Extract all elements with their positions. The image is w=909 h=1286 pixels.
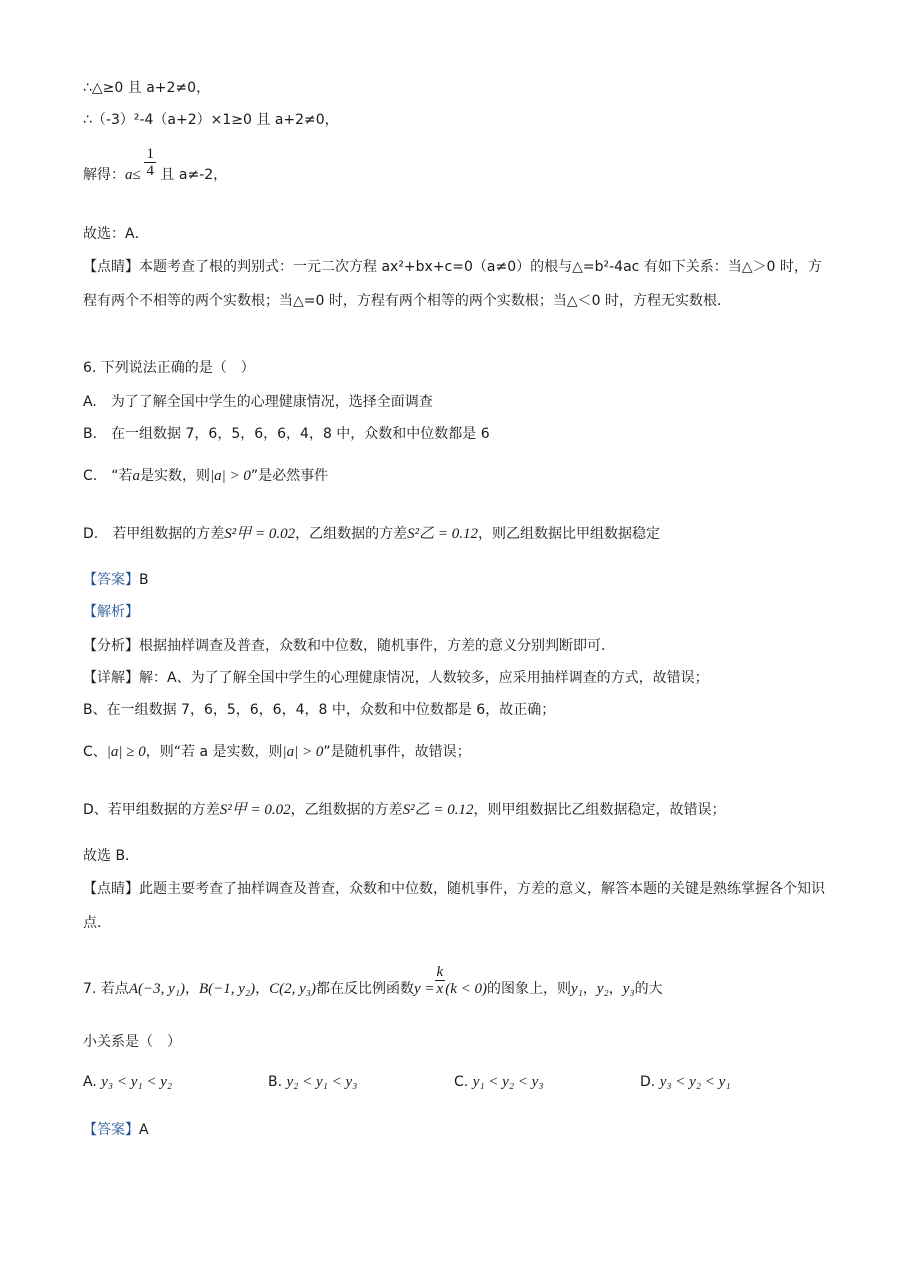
question-7-option-c <box>454 1072 544 1092</box>
xiangjie-paragraph: 【详解】解：A、为了了解全国中学生的心理健康情况，人数较多，应采用抽样调查的方式，故错误； <box>83 670 709 686</box>
opt-b-math: y₂ < y₁ < y₃ <box>286 1074 358 1090</box>
opt-c-label: C. <box>454 1074 469 1090</box>
answer-7-value: A <box>139 1122 149 1138</box>
q7-text-1: 7. 若点 <box>83 980 129 997</box>
option-c-text-2: 是实数，则 <box>139 468 210 484</box>
answer-6 <box>83 570 149 590</box>
xj-d-math-1: S²甲 = 0.02 <box>219 802 291 818</box>
fenxi-paragraph: 【分析】根据抽样调查及普查，众数和中位数，随机事件，方差的意义分别判断即可． <box>83 638 615 654</box>
xj-c-text-1: C、 <box>83 744 107 760</box>
option-d-text-2: ，乙组数据的方差 <box>295 526 408 542</box>
xj-c-text-2: ，则“若 a 是实数，则 <box>145 744 283 760</box>
question-6-option-d <box>83 524 660 544</box>
q7-point-b: B(−1, y₂) <box>198 980 256 997</box>
option-d-math-2: S²乙 = 0.12 <box>407 526 478 542</box>
dianjing-paragraph-2: 【点睛】此题主要考查了抽样调查及普查，众数和中位数，随机事件，方差的意义，解答本题的关键是熟练掌握各个知识点． <box>83 881 825 931</box>
solution-line-4: 故选：A． <box>83 226 149 242</box>
dianjing-paragraph-1: 【点睛】本题考查了根的判别式：一元二次方程 ax²+bx+c=0（a≠0）的根与△=b²-4ac 有如下关系：当△＞0 时，方程有两个不相等的两个实数根；当△=0 时，方程有两个相等的两个实数根；当△＜0 时，方程无实数根． <box>83 259 822 309</box>
xj-d-text-3: ，则甲组数据比乙组数据稳定，故错误； <box>473 802 726 818</box>
question-7-stem-cont: 小关系是（ ） <box>83 1034 181 1050</box>
fraction-numerator: 1 <box>146 146 154 162</box>
xj-d-text-1: D、若甲组数据的方差 <box>83 802 220 818</box>
option-c-text-3: ”是必然事件 <box>250 468 329 484</box>
question-6-stem: 6. 下列说法正确的是（ ） <box>83 360 255 376</box>
q7-condition: (k < 0) <box>445 980 487 997</box>
solution-line-3 <box>83 146 227 186</box>
q7-y2: y₂ <box>596 980 609 997</box>
option-d-math-1: S²甲 = 0.02 <box>224 526 296 542</box>
opt-a-math: y₃ < y₁ < y₂ <box>101 1074 173 1090</box>
solution-suffix: 且 a≠-2， <box>155 166 228 183</box>
q7-fraction-numerator: k <box>436 964 444 980</box>
q7-fraction-denominator: x <box>436 981 444 997</box>
question-7-option-b <box>268 1072 357 1092</box>
answer-value: B <box>139 572 149 588</box>
question-6-option-c <box>83 466 328 486</box>
question-6-option-a: A. 为了了解全国中学生的心理健康情况，选择全面调查 <box>83 394 433 410</box>
option-c-var: a <box>132 468 140 484</box>
q7-func-y: y = <box>414 980 435 997</box>
guxuan-6: 故选 B． <box>83 848 140 864</box>
fraction-denominator: 4 <box>146 163 154 179</box>
xiangjie-c <box>83 742 471 762</box>
q7-point-c: C(2, y₃) <box>269 980 316 997</box>
xj-d-text-2: ，乙组数据的方差 <box>290 802 403 818</box>
q7-point-a: A(−3, y₁) <box>128 980 185 997</box>
q7-y3: y₃ <box>622 980 635 997</box>
xj-c-math-2: |a| > 0 <box>282 744 324 760</box>
opt-c-math: y₁ < y₂ < y₃ <box>472 1074 544 1090</box>
q7-text-2: 都在反比例函数 <box>316 980 414 997</box>
q7-text-3: 的图象上，则 <box>486 980 571 997</box>
opt-b-label: B. <box>268 1074 283 1090</box>
q7-y1: y₁ <box>570 980 583 997</box>
question-7-option-a <box>83 1072 172 1092</box>
question-7-option-d <box>640 1072 731 1092</box>
fraction-one-quarter <box>144 146 156 179</box>
solution-prefix: 解得： <box>83 166 125 183</box>
answer-7 <box>83 1120 149 1140</box>
opt-d-label: D. <box>640 1074 656 1090</box>
option-c-math: |a| > 0 <box>209 468 251 484</box>
xj-c-text-3: ”是随机事件，故错误； <box>323 744 471 760</box>
solution-line-1: ∴△≥0 且 a+2≠0， <box>83 80 211 96</box>
question-7-stem: 7. 若点A(−3, y₁)，B(−1, y₂)，C(2, y₃)都在反比例函数y = $\frac{k}{x}$ (k < 0)的图象上，则y₁，y₂，y₃的大 <box>83 964 663 997</box>
inequality-a: a≤ <box>125 166 145 183</box>
xj-d-math-2: S²乙 = 0.12 <box>402 802 474 818</box>
xj-c-math-1: |a| ≥ 0 <box>106 744 146 760</box>
xiangjie-d <box>83 800 726 820</box>
answer-label: 【答案】 <box>83 572 139 588</box>
opt-d-math: y₃ < y₂ < y₁ <box>659 1074 731 1090</box>
option-d-text-3: ，则乙组数据比甲组数据稳定 <box>477 526 660 542</box>
answer-7-label: 【答案】 <box>83 1122 139 1138</box>
opt-a-label: A. <box>83 1074 97 1090</box>
option-d-text-1: D. 若甲组数据的方差 <box>83 526 225 542</box>
solution-line-2: ∴（-3）²-4（a+2）×1≥0 且 a+2≠0， <box>83 112 339 128</box>
q7-text-4: 的大 <box>634 980 663 997</box>
jiexi-label: 【解析】 <box>83 604 139 620</box>
q7-fraction-k-over-x <box>435 964 446 997</box>
question-6-option-b: B. 在一组数据 7，6，5，6，6，4，8 中，众数和中位数都是 6 <box>83 426 490 442</box>
option-c-text-1: C. “若 <box>83 468 133 484</box>
xiangjie-b: B、在一组数据 7，6，5，6，6，4，8 中，众数和中位数都是 6，故正确； <box>83 702 556 718</box>
